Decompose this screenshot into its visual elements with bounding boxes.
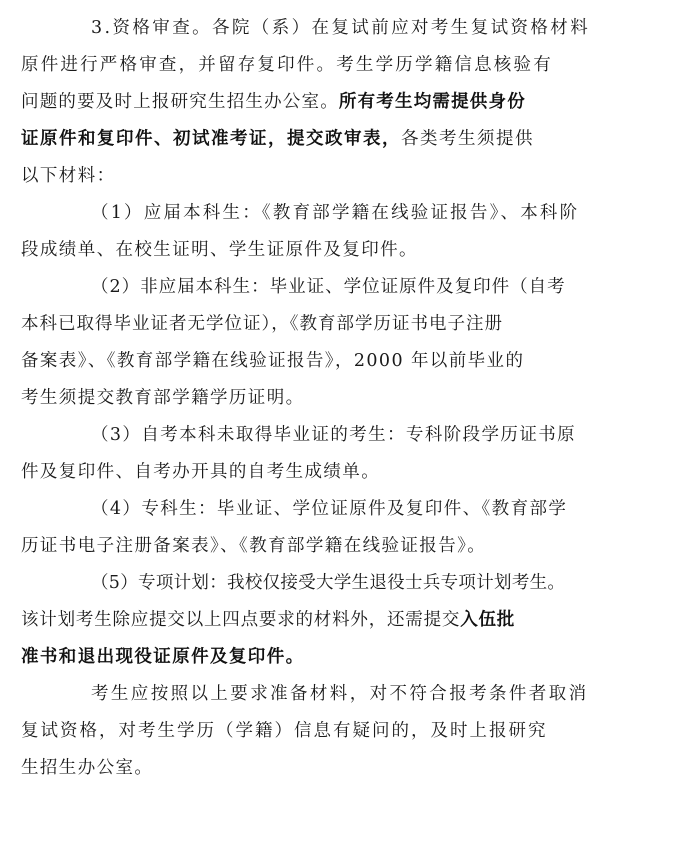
text-line [21,602,661,639]
text-line: 考生须提交教育部学籍学历证明。 [21,388,305,408]
text-line: （5）专项计划：我校仅接受大学生退役士兵专项计划考生。 [91,573,566,593]
text-line: 本科已取得毕业证者无学位证），《教育部学历证书电子注册 [21,314,503,334]
text-line: 3.资格审查。各院（系）在复试前应对考生复试资格材料 [91,18,591,38]
text-line: （1）应届本科生：《教育部学籍在线验证报告》、本科阶 [91,203,580,223]
text-line: 以下材料： [21,166,116,186]
bold-text-run: 所有考生均需提供身份 [338,92,526,112]
paragraph-junior-college [21,491,661,565]
paragraph-fresh-graduates [21,195,661,269]
text-run: 问题的要及时上报研究生招生办公室。 [21,92,339,112]
text-line: 准书和退出现役证原件及复印件。 [21,647,305,667]
paragraph-qualification-review [21,10,661,195]
paragraph-special-program [21,565,661,676]
text-line: 考生应按照以上要求准备材料，对不符合报考条件者取消 [91,684,589,704]
text-line: 历证书电子注册备案表》、《教育部学籍在线验证报告》。 [21,536,487,556]
text-line [21,84,661,121]
paragraph-closing-note [21,676,661,787]
text-run: 该计划考生除应提交以上四点要求的材料外，还需提交 [21,610,461,630]
bold-text-run: 入伍批 [460,610,516,630]
text-run: 各类考生须提供 [401,129,534,149]
text-line: 件及复印件、自考办开具的自考生成绩单。 [21,462,381,482]
text-line: 段成绩单、在校生证明、学生证原件及复印件。 [21,240,418,260]
text-line: 原件进行严格审查，并留存复印件。考生学历学籍信息核验有 [21,55,553,75]
text-line: （3）自考本科未取得毕业证的考生：专科阶段学历证书原 [91,425,577,445]
text-line: （2）非应届本科生：毕业证、学位证原件及复印件（自考 [91,277,566,297]
text-line: 复试资格，对考生学历（学籍）信息有疑问的，及时上报研究 [21,721,548,741]
paragraph-self-study-candidates [21,417,661,491]
text-line: （4）专科生：毕业证、学位证原件及复印件、《教育部学 [91,499,568,519]
text-line: 备案表》、《教育部学籍在线验证报告》，2000 年以前毕业的 [21,351,525,371]
text-line [21,121,661,158]
paragraph-non-fresh-graduates [21,269,661,417]
text-line: 生招生办公室。 [21,758,154,778]
bold-text-run: 证原件和复印件、初试准考证，提交政审表， [21,129,401,149]
